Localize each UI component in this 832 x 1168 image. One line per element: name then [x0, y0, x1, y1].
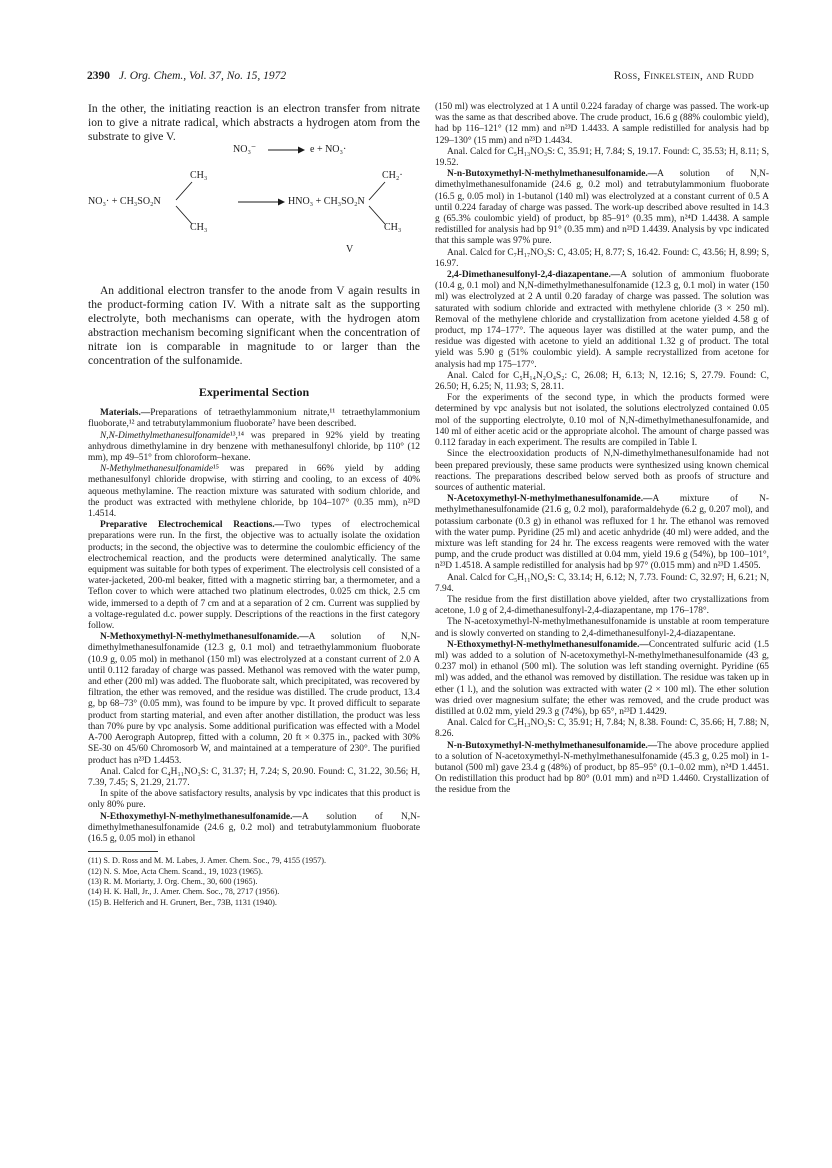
- acetoxy-heading: N-Acetoxymethyl-N-methylmethanesulfonamide.—: [447, 494, 653, 505]
- footnote-rule: [88, 851, 158, 852]
- ch3-bottom-right: CH₃: [384, 222, 402, 233]
- methoxy-heading: N-Methoxymethyl-N-methylmethanesulfonamide.—: [100, 632, 309, 643]
- ethoxy-text-2: Concentrated sulfuric acid (1.5 ml) was added to a solution of N-acetoxymethyl-N-methylmethanesulfonamide (43 g, 0.237 mol) in ethanol (500 ml). The solution was left standing overnight. Pyridine (65 ml) was added, and the ethanol was removed by distillation. The residue was taken up in ether (1 l.), and the solution was extracted with water (2 × 100 ml). The ether solution was dried over magnesium sulfate; the ether was removed, and the crude product was distilled at 0.02 mm, yield 29.3 g (74%), bp 65°, n²³D 1.4429.: [435, 639, 769, 717]
- arrow-1-head: [298, 147, 305, 154]
- ethoxy-continued: (150 ml) was electrolyzed at 1 A until 0.224 faraday of charge was passed. The work-up was the same as that described above. The crude product, 16.6 g (88% coulombic yield), had bp 116–121° (12 mm) and n²³D 1.4433. A sample redistilled for analysis had bp 129–130° (15 mm) and n²³D 1.4434.: [435, 102, 769, 146]
- ch3-top-left: CH₃: [190, 170, 208, 181]
- eq2-product: HNO₃ + CH₃SO₂N: [288, 196, 365, 207]
- residue-paragraph: The residue from the first distillation above yielded, after two crystallizations from acetone, 1.0 g of 2,4-dimethanesulfonyl-2,4-diazapentane, mp 176–178°.: [435, 594, 769, 617]
- prep-paragraph: [88, 520, 420, 632]
- since-paragraph: Since the electrooxidation products of N,N-dimethylmethanesulfonamide had not been prepared previously, these same products were synthesized using known chemical reactions. The preparations described below served both as proofs of structure and sources of authentic material.: [435, 449, 769, 493]
- ethoxy-analysis-2: Anal. Calcd for C₅H₁₃NO₃S: C, 35.91; H, 7.84; N, 8.38. Found: C, 35.66; H, 7.88; N, 8.26.: [435, 718, 769, 740]
- dmms-paragraph: [88, 431, 420, 465]
- arrow-2-head: [278, 199, 285, 206]
- diaza-text: A solution of ammonium fluoborate (10.4 g, 0.1 mol) and N,N-dimethylmethanesulfonamide (12.3 g, 0.1 mol) in water (150 ml) was electrolyzed at 2 A until 0.20 faraday of charge was passed. The solution was saturated with sodium chloride and extracted with methylene chloride (3 × 250 ml). Removal of the methylene chloride and crystallization from acetone yielded 4.58 g of product, mp 174–177°. The aqueous layer was distilled at the water pump, and the residue was digested with acetone to yield an additional 1.32 g of product. The total yield was 5.90 g (51% coulombic yield). A sample recrystallized from acetone for analysis had mp 175–177°.: [435, 270, 769, 370]
- diaza-heading: 2,4-Dimethanesulfonyl-2,4-diazapentane.—: [447, 270, 621, 281]
- running-authors: Ross, Finkelstein, and Rudd: [613, 70, 754, 82]
- methoxy-analysis: Anal. Calcd for C₄H₁₁NO₃S: C, 31.37; H, 7.24; S, 20.90. Found: C, 31.22, 30.56; H, 7.39, 7.45; S, 21.29, 21.77.: [88, 766, 420, 788]
- journal-volume: Vol. 37, No. 15, 1972: [189, 70, 287, 82]
- eq2-reactant: NO₃· + CH₃SO₂N: [88, 196, 161, 207]
- butoxy-analysis-1: Anal. Calcd for C₇H₁₇NO₃S: C, 43.05; H, 8.77; S, 16.42. Found: C, 43.56; H, 8.99; S, 16.97.: [435, 247, 769, 269]
- ethoxy-text-1: A solution of N,N-dimethylmethanesulfonamide (24.6 g, 0.2 mol) and tetrabutylammonium fluoborate (16.5 g, 0.05 mol) in ethanol: [88, 811, 420, 844]
- second-type-paragraph: For the experiments of the second type, in which the products formed were determined by vpc analysis but not isolated, the solutions electrolyzed contained 0.05 mol of the supporting electrolyte, 0.10 mol of N,N-dimethylmethanesulfonamide, and 140 ml of either acetic acid or the appropriate alcohol. The amount of charge passed was 0.112 faraday in each experiment. The results are compiled in Table I.: [435, 393, 769, 449]
- dmms-text: ¹³,¹⁴ was prepared in 92% yield by treating anhydrous dimethylamine in dry benzene with methanesulfonyl chloride, bp 110° (12 mm), mp 49–51° from chloroform–hexane.: [88, 430, 420, 464]
- intro-paragraph: In the other, the initiating reaction is an electron transfer from nitrate ion to give a nitrate radical, which abstracts a hydrogen atom from the substrate to give V.: [88, 103, 420, 143]
- butoxy-paragraph-2: [435, 741, 769, 797]
- ethoxy-heading-1: N-Ethoxymethyl-N-methylmethanesulfonamide.—: [100, 811, 302, 822]
- methoxy-text: A solution of N,N-dimethylmethanesulfonamide (12.3 g, 0.1 mol) and tetraethylammonium fluoborate (10.9 g, 0.05 mol) in methanol (150 ml) was electrolyzed at a constant current of 2.0 A until 0.112 faraday of charge was passed. Methanol was removed with the water pump, and ether (200 ml) was added. The fluoborate salt, which precipitated, was recovered by filtration, the ether was removed, and the residue was distilled. The crude product, 13.4 g, bp 68–73° (0.05 mm), was found to be impure by vpc. It proved difficult to separate product from starting material, and even after another distillation, the product was less than 70% pure by vpc analysis. Some additional purification was effected with a Model A-700 Aerograph Autoprep, fitted with a column, 20 ft × 0.375 in., packed with 30% SE-30 on 45/60 Chromosorb W, and maintained at a temperature of 230°. The purified product has n²³D 1.4453.: [88, 632, 420, 766]
- butoxy-paragraph-1: [435, 169, 769, 247]
- page-header: [87, 70, 754, 88]
- section-title: Experimental Section: [198, 385, 310, 399]
- acetoxy-paragraph: [435, 494, 769, 572]
- eq1-right: e + NO₃·: [310, 144, 347, 155]
- mms-heading: N-Methylmethanesulfonamide: [100, 464, 213, 475]
- mms-paragraph: [88, 464, 420, 520]
- footnote-13: (13) R. M. Moriarty, J. Org. Chem., 30, 600 (1965).: [88, 876, 258, 886]
- reaction-scheme: [88, 144, 420, 284]
- ethoxy-paragraph-1: [88, 812, 420, 846]
- butoxy-heading-1: N-n-Butoxymethyl-N-methylmethanesulfonamide.—: [447, 169, 658, 180]
- ethoxy-paragraph-2: [435, 640, 769, 718]
- prep-text: Two types of electrochemical preparations were run. In the first, the objective was to actually isolate the oxidation products; in the second, the objective was to determine the coulombic efficiency of the electrochemical reaction, and the products were determined analytically. The same equipment was suitable for both types of experiment. The electrolysis cell consisted of a water-jacketed, 200-ml beaker, fitted with a magnetic stirring bar, a thermometer, and a Teflon cover to which were attached two platinum electrodes, 0.025 cm thick, 2.5 cm wide, immersed to a depth of 7 cm and at a separation of 2 cm. Current was supplied by a voltage-regulated d.c. power supply. Descriptions of the reactions in the first category follow.: [88, 520, 420, 632]
- prep-heading: Preparative Electrochemical Reactions.—: [100, 520, 285, 531]
- compound-label-v: V: [346, 244, 354, 255]
- diaza-paragraph: [435, 270, 769, 371]
- materials-heading: Materials.—: [100, 408, 151, 419]
- ethoxy-analysis-1: Anal. Calcd for C₅H₁₃NO₃S: C, 35.91; H, 7.84; S, 19.17. Found: C, 35.53; H, 8.11; S, 19.52.: [435, 146, 769, 169]
- footnote-11: (11) S. D. Ross and M. M. Labes, J. Amer. Chem. Soc., 79, 4155 (1957).: [88, 856, 327, 866]
- left-column: [88, 102, 420, 908]
- right-column: [435, 102, 769, 797]
- acetoxy-analysis: Anal. Calcd for C₅H₁₁NO₄S: C, 33.14; H, 6.12; N, 7.73. Found: C, 32.97; H, 6.21; N, 7.94.: [435, 572, 769, 594]
- methoxy-note: In spite of the above satisfactory results, analysis by vpc indicates that this product is only 80% pure.: [88, 789, 420, 811]
- materials-text: Preparations of tetraethylammonium nitrate,¹¹ tetraethylammonium fluoborate,¹² and tetrabutylammonium fluoborate⁷ have been described.: [88, 408, 420, 430]
- butoxy-text-1: A solution of N,N-dimethylmethanesulfonamide (24.6 g, 0.2 mol) and tetrabutylammonium fluoborate (16.5 g, 0.05 mol) in 1-butanol (140 ml) was electrolyzed at a constant current of 0.5 A until 0.224 faraday of charge was passed. The work-up described above resulted in 14.3 g (65.3% coulombic yield) of product, bp 85–91° (0.35 mm), n²⁴D 1.4438. A sample redistilled for analysis had bp 91° (0.35 mm) and n²³D 1.4439. Analysis by vpc indicated that this sample was 97% pure.: [435, 169, 769, 247]
- butoxy-text-2: The above procedure applied to a solution of N-acetoxymethyl-N-methylmethanesulfonamide (45.3 g, 0.25 mol) in 1-butanol (500 ml) gave 23.4 g (48%) of product, bp 85–95° (0.1–0.02 mm), n²⁴D 1.4451. On redistillation this product had bp 80° (0.01 mm) and n²³D 1.4460. Crystallization of the residue from the: [435, 740, 769, 796]
- footnote-14: (14) H. K. Hall, Jr., J. Amer. Chem. Soc., 78, 2717 (1956).: [88, 887, 280, 897]
- bond-down-right: [369, 206, 385, 224]
- footnote-15: (15) B. Helferich and H. Grunert, Ber., 73B, 1131 (1940).: [88, 897, 277, 907]
- ch3-bottom-left: CH₃: [190, 222, 208, 233]
- bond-up-right: [369, 182, 385, 200]
- bond-up-left: [176, 182, 192, 200]
- ethoxy-heading-2: N-Ethoxymethyl-N-methylmethanesulfonamide.—: [447, 639, 649, 650]
- journal-name: J. Org. Chem.,: [118, 70, 187, 82]
- mms-text: ¹⁵ was prepared in 66% yield by adding methanesulfonyl chloride dropwise, with stirring and cooling, to an excess of 40% aqueous methylamine. The reaction mixture was saturated with sodium chloride, and the product was extracted with methylene chloride, bp 104–107° (0.35 mm), n²³D 1.4514.: [88, 464, 420, 520]
- unstable-paragraph: The N-acetoxymethyl-N-methylmethanesulfonamide is unstable at room temperature and is slowly converted on standing to 2,4-dimethanesulfonyl-2,4-diazapentane.: [435, 617, 769, 639]
- page-number: 2390: [87, 70, 110, 82]
- mechanism-paragraph: An additional electron transfer to the anode from V again results in the product-forming cation IV. With a nitrate salt as the supporting electrolyte, both mechanisms can operate, with the hydrogen atom abstraction mechanism becoming significant when the concentration of nitrate ion is comparable in magnitude to or larger than the concentration of the sulfonamide.: [88, 285, 420, 367]
- footnote-12: (12) N. S. Moe, Acta Chem. Scand., 19, 1023 (1965).: [88, 866, 263, 876]
- methoxy-paragraph: [88, 632, 420, 766]
- materials-paragraph: [88, 408, 420, 430]
- eq1-left: NO₃⁻: [233, 144, 257, 155]
- acetoxy-text: A mixture of N-methylmethanesulfonamide (21.6 g, 0.2 mol), paraformaldehyde (6.2 g, 0.207 mol), and potassium carbonate (0.3 g) in ethanol was refluxed for 1 hr. The ethanol was removed with the water pump. Pyridine (25 ml) and acetic anhydride (40 ml) were added, and the mixture was left standing for 24 hr. The excess reagents were removed with the water pump, and the crude product was distilled at 0.04 mm, yield 19.6 g (54%), bp 100–101°, n²³D 1.4518. A sample redistilled for analysis had bp 97° (0.015 mm) and n²³D 1.4505.: [435, 494, 769, 572]
- scheme-bonds: [88, 144, 420, 284]
- ch2-top-right: CH₂·: [382, 170, 403, 181]
- dmms-heading: N,N-Dimethylmethanesulfonamide: [100, 430, 230, 441]
- butoxy-heading-2: N-n-Butoxymethyl-N-methylmethanesulfonamide.—: [447, 740, 658, 751]
- diaza-analysis: Anal. Calcd for C₅H₁₄N₂O₄S₂: C, 26.08; H, 6.13; N, 12.16; S, 27.79. Found: C, 26.50; H, 6.25; N, 11.93; S, 28.11.: [435, 370, 769, 393]
